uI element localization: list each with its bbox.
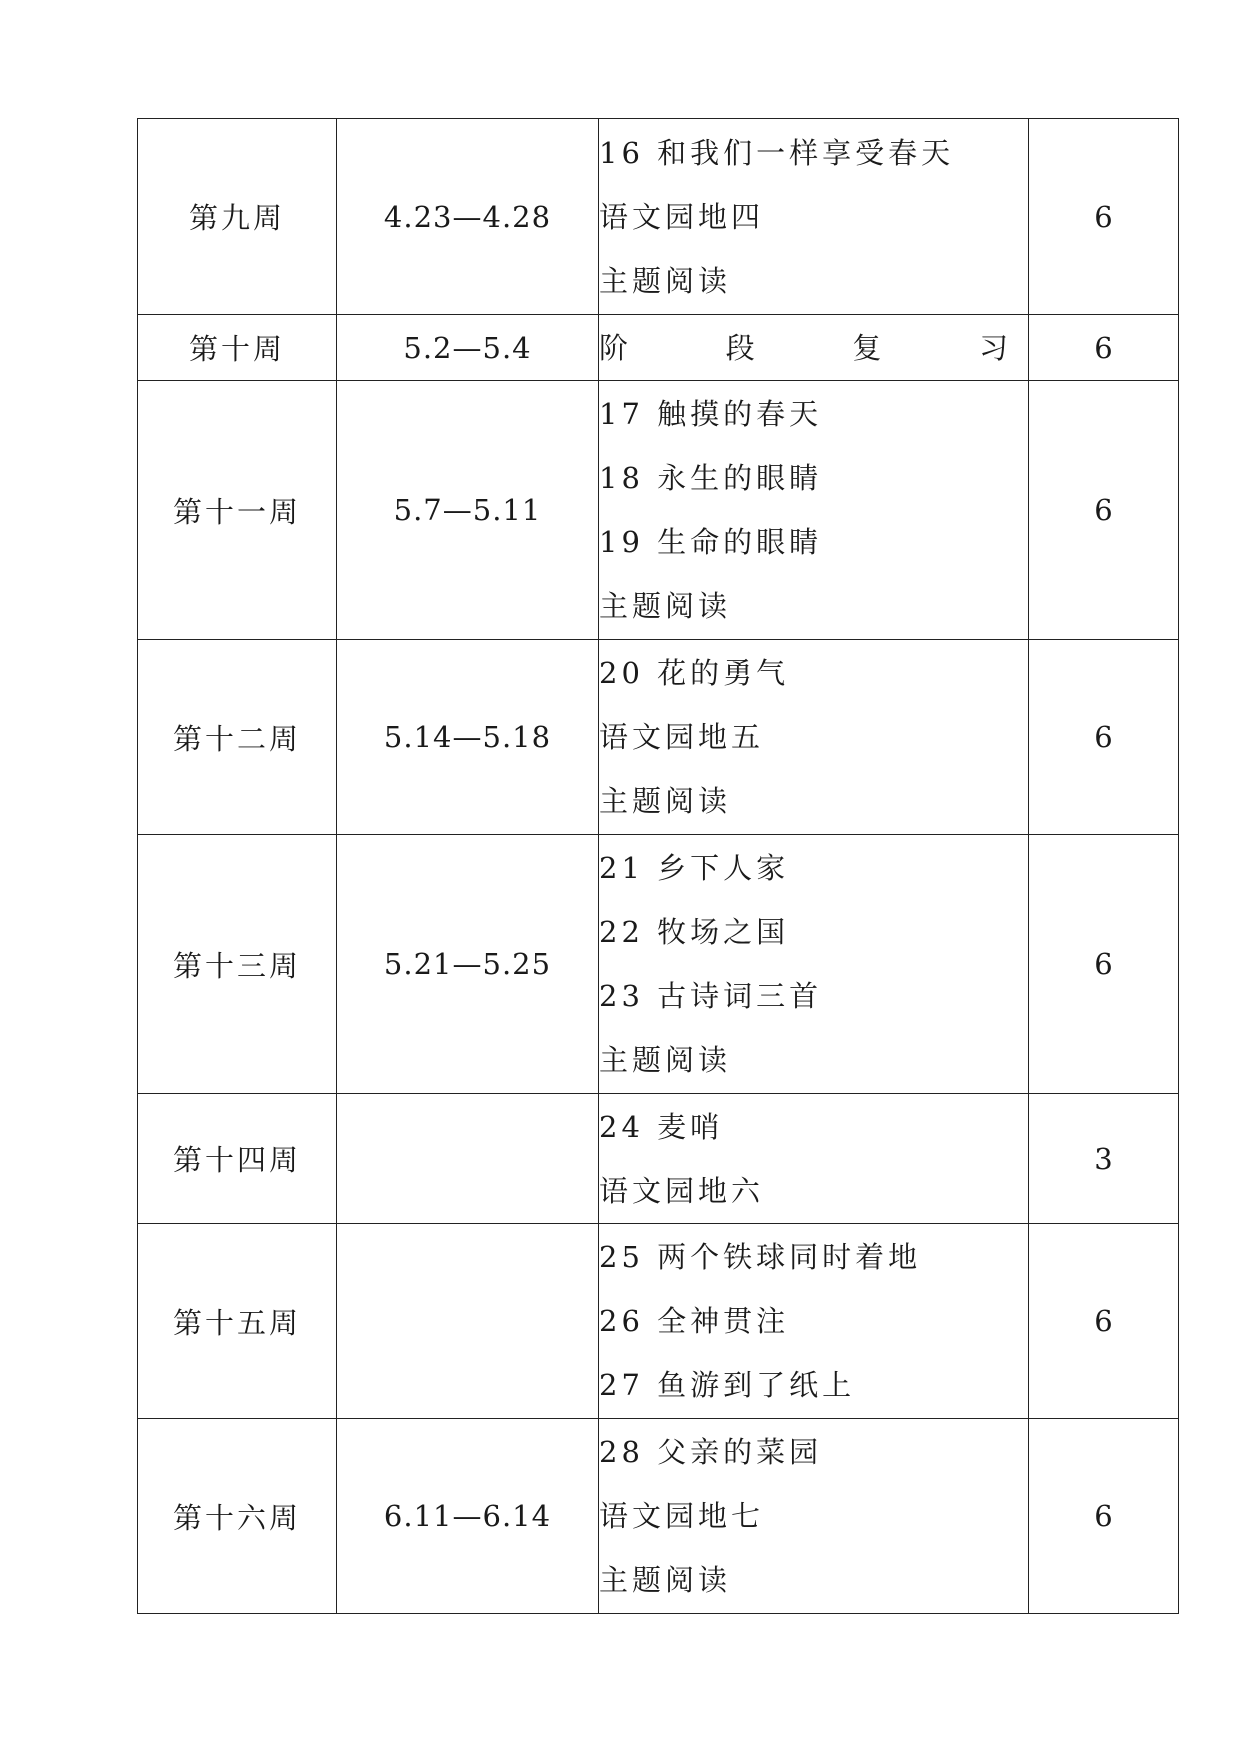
review-char: 复	[852, 330, 882, 365]
table-row	[138, 381, 1179, 640]
table-row	[138, 1419, 1179, 1614]
content-cell	[599, 381, 1029, 640]
hours-cell: 6	[1029, 640, 1179, 835]
week-cell: 第十一周	[138, 381, 337, 640]
content-cell	[599, 315, 1029, 381]
schedule-sheet	[137, 118, 1178, 1614]
lesson-item: 16 和我们一样享受春天	[599, 135, 955, 170]
lesson-item: 27 鱼游到了纸上	[599, 1368, 856, 1402]
lesson-item: 语文园地七	[599, 1499, 765, 1533]
table-row	[138, 1094, 1179, 1224]
week-cell: 第十五周	[138, 1224, 337, 1419]
date-cell	[337, 1094, 599, 1224]
hours-cell: 6	[1029, 1224, 1179, 1419]
table-row	[138, 640, 1179, 835]
week-cell: 第十六周	[138, 1419, 337, 1614]
review-char: 段	[725, 330, 755, 365]
date-cell: 5.7—5.11	[337, 381, 599, 640]
lesson-item: 25 两个铁球同时着地	[599, 1240, 922, 1274]
lesson-item: 22 牧场之国	[599, 915, 790, 949]
lesson-item: 24 麦哨	[599, 1109, 724, 1144]
lesson-item: 18 永生的眼睛	[599, 461, 823, 495]
hours-cell: 6	[1029, 835, 1179, 1094]
lesson-item: 语文园地四	[599, 199, 765, 234]
content-cell	[599, 640, 1029, 835]
table-row	[138, 119, 1179, 315]
lesson-item: 21 乡下人家	[599, 851, 790, 885]
table-row	[138, 315, 1179, 381]
date-cell: 5.2—5.4	[337, 315, 599, 381]
content-cell	[599, 1419, 1029, 1614]
review-char: 习	[978, 330, 1008, 365]
week-cell: 第十三周	[138, 835, 337, 1094]
review-label	[599, 316, 1028, 380]
lesson-item: 语文园地五	[599, 720, 765, 754]
lesson-item: 23 古诗词三首	[599, 979, 823, 1013]
lesson-item: 17 触摸的春天	[599, 397, 823, 431]
lesson-item: 28 父亲的菜园	[599, 1435, 823, 1469]
content-cell	[599, 119, 1029, 315]
teaching-schedule-table	[137, 118, 1179, 1614]
hours-cell: 6	[1029, 381, 1179, 640]
lesson-item: 主题阅读	[599, 589, 732, 623]
content-cell	[599, 1094, 1029, 1224]
lesson-item: 主题阅读	[599, 263, 732, 298]
week-cell: 第九周	[138, 119, 337, 315]
table-row	[138, 835, 1179, 1094]
lesson-item: 20 花的勇气	[599, 656, 790, 690]
lesson-item: 主题阅读	[599, 784, 732, 818]
lesson-item: 语文园地六	[599, 1173, 765, 1208]
date-cell: 5.21—5.25	[337, 835, 599, 1094]
lesson-item: 主题阅读	[599, 1563, 732, 1597]
date-cell	[337, 1224, 599, 1419]
hours-cell: 6	[1029, 1419, 1179, 1614]
lesson-item: 26 全神贯注	[599, 1304, 790, 1338]
review-char: 阶	[599, 330, 629, 365]
week-cell: 第十二周	[138, 640, 337, 835]
lesson-item: 主题阅读	[599, 1043, 732, 1077]
hours-cell: 6	[1029, 119, 1179, 315]
week-cell: 第十周	[138, 315, 337, 381]
table-row	[138, 1224, 1179, 1419]
hours-cell: 6	[1029, 315, 1179, 381]
week-cell: 第十四周	[138, 1094, 337, 1224]
date-cell: 6.11—6.14	[337, 1419, 599, 1614]
hours-cell: 3	[1029, 1094, 1179, 1224]
lesson-item: 19 生命的眼睛	[599, 525, 823, 559]
date-cell: 5.14—5.18	[337, 640, 599, 835]
date-cell: 4.23—4.28	[337, 119, 599, 315]
content-cell	[599, 1224, 1029, 1419]
content-cell	[599, 835, 1029, 1094]
